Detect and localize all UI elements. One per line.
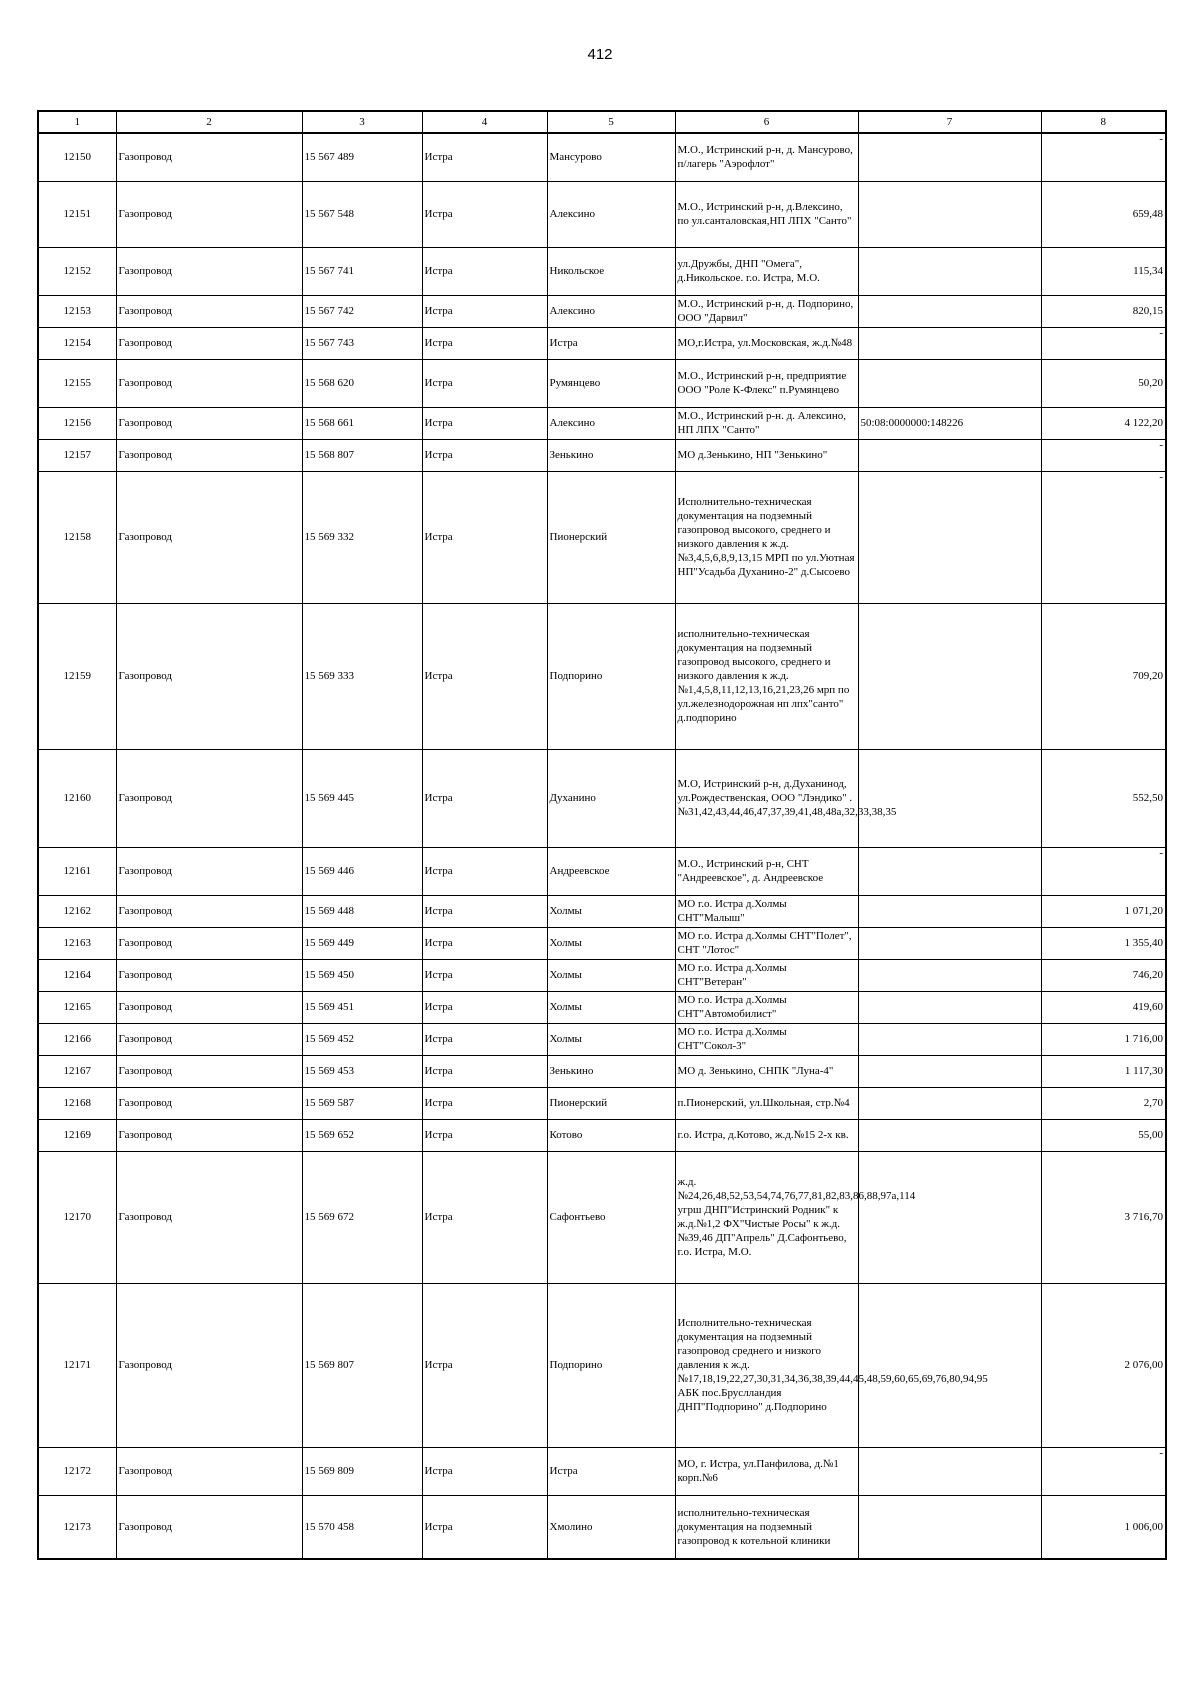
cell-row-id: 12153 [38,295,116,327]
table-row [38,991,1166,1023]
cell-address: Исполнительно-техническая документация на подземный газопровод высокого, среднего и низкого давления к ж.д.№3,4,5,6,8,9,13,15 МРП по ул.Уютная НП"Усадьба Духанино-2" д.Сысоево [675,471,858,603]
cell-object-code: 15 569 587 [302,1087,422,1119]
cell-locality: Подпорино [547,603,675,749]
cell-cadastral-number [858,1447,1041,1495]
cell-object-name: Газопровод [116,1119,302,1151]
cell-locality: Хмолино [547,1495,675,1559]
cell-locality: Пионерский [547,1087,675,1119]
cell-object-name: Газопровод [116,749,302,847]
cell-object-name: Газопровод [116,471,302,603]
cell-object-code: 15 567 548 [302,181,422,247]
table-row [38,603,1166,749]
cell-object-name: Газопровод [116,895,302,927]
cell-object-name: Газопровод [116,1447,302,1495]
table-row [38,439,1166,471]
cell-object-name: Газопровод [116,1495,302,1559]
cell-cadastral-number [858,471,1041,603]
cell-object-name: Газопровод [116,1151,302,1283]
cell-value: - [1041,1447,1166,1495]
cell-object-code: 15 567 742 [302,295,422,327]
cell-object-code: 15 569 446 [302,847,422,895]
cell-cadastral-number [858,295,1041,327]
cell-object-code: 15 568 807 [302,439,422,471]
register-table [37,110,1167,1560]
cell-value: 2,70 [1041,1087,1166,1119]
cell-cadastral-number [858,359,1041,407]
cell-object-name: Газопровод [116,959,302,991]
cell-value: 1 071,20 [1041,895,1166,927]
cell-address: п.Пионерский, ул.Школьная, стр.№4 [675,1087,858,1119]
cell-cadastral-number [858,927,1041,959]
cell-object-code: 15 568 661 [302,407,422,439]
table-row [38,181,1166,247]
cell-object-code: 15 569 445 [302,749,422,847]
column-header: 3 [302,111,422,133]
cell-locality: Холмы [547,959,675,991]
table-row [38,327,1166,359]
cell-object-name: Газопровод [116,295,302,327]
cell-cadastral-number [858,603,1041,749]
cell-district: Истра [422,1055,547,1087]
table-row [38,1447,1166,1495]
cell-object-code: 15 567 743 [302,327,422,359]
cell-district: Истра [422,471,547,603]
cell-district: Истра [422,181,547,247]
cell-cadastral-number [858,991,1041,1023]
cell-row-id: 12173 [38,1495,116,1559]
cell-object-name: Газопровод [116,1023,302,1055]
cell-address: М.О., Истринский р-н, д. Мансурово, п/лагерь "Аэрофлот" [675,133,858,181]
cell-cadastral-number [858,181,1041,247]
cell-address: МО г.о. Истра д.Холмы СНТ"Малыш" [675,895,858,927]
cell-value: 419,60 [1041,991,1166,1023]
cell-cadastral-number [858,1087,1041,1119]
cell-object-name: Газопровод [116,181,302,247]
cell-district: Истра [422,133,547,181]
cell-row-id: 12167 [38,1055,116,1087]
cell-district: Истра [422,959,547,991]
cell-cadastral-number [858,1151,1041,1283]
cell-object-code: 15 569 809 [302,1447,422,1495]
column-header: 1 [38,111,116,133]
table-row [38,1283,1166,1447]
cell-cadastral-number [858,133,1041,181]
cell-address: МО, г. Истра, ул.Панфилова, д.№1 корп.№6 [675,1447,858,1495]
cell-value: 50,20 [1041,359,1166,407]
cell-value: 115,34 [1041,247,1166,295]
cell-locality: Духанино [547,749,675,847]
cell-address: МО г.о. Истра д.Холмы СНТ"Ветеран" [675,959,858,991]
cell-row-id: 12160 [38,749,116,847]
cell-cadastral-number [858,327,1041,359]
cell-object-code: 15 568 620 [302,359,422,407]
cell-district: Истра [422,327,547,359]
cell-row-id: 12172 [38,1447,116,1495]
cell-cadastral-number [858,1495,1041,1559]
header-row [38,111,1166,133]
cell-object-name: Газопровод [116,1087,302,1119]
cell-row-id: 12151 [38,181,116,247]
cell-district: Истра [422,991,547,1023]
cell-value: 1 117,30 [1041,1055,1166,1087]
cell-address: МО г.о. Истра д.Холмы СНТ"Полет", СНТ "Лотос" [675,927,858,959]
cell-value: - [1041,327,1166,359]
column-header: 8 [1041,111,1166,133]
cell-value: 1 716,00 [1041,1023,1166,1055]
cell-locality: Зенькино [547,439,675,471]
cell-row-id: 12164 [38,959,116,991]
cell-locality: Холмы [547,895,675,927]
cell-row-id: 12150 [38,133,116,181]
cell-address: МО г.о. Истра д.Холмы СНТ"Сокол-3" [675,1023,858,1055]
cell-address: исполнительно-техническая документация на подземный газопровод к котельной клиники [675,1495,858,1559]
cell-value: 1 006,00 [1041,1495,1166,1559]
cell-object-name: Газопровод [116,327,302,359]
cell-row-id: 12165 [38,991,116,1023]
cell-locality: Холмы [547,927,675,959]
cell-object-name: Газопровод [116,359,302,407]
cell-district: Истра [422,927,547,959]
cell-value: - [1041,439,1166,471]
cell-address: М.О., Истринский р-н, д. Подпорино, ООО "Дарвил" [675,295,858,327]
cell-value: 55,00 [1041,1119,1166,1151]
cell-object-code: 15 569 332 [302,471,422,603]
cell-district: Истра [422,1283,547,1447]
cell-locality: Румянцево [547,359,675,407]
cell-value: - [1041,847,1166,895]
cell-object-code: 15 569 449 [302,927,422,959]
cell-row-id: 12161 [38,847,116,895]
cell-value: 820,15 [1041,295,1166,327]
cell-locality: Мансурово [547,133,675,181]
column-header: 7 [858,111,1041,133]
cell-locality: Андреевское [547,847,675,895]
cell-object-code: 15 569 451 [302,991,422,1023]
cell-value: 659,48 [1041,181,1166,247]
cell-cadastral-number [858,895,1041,927]
cell-value: 746,20 [1041,959,1166,991]
cell-district: Истра [422,1495,547,1559]
cell-locality: Истра [547,1447,675,1495]
table-row [38,295,1166,327]
cell-district: Истра [422,603,547,749]
cell-locality: Алексино [547,181,675,247]
cell-object-name: Газопровод [116,1055,302,1087]
page-number: 412 [587,46,613,63]
cell-district: Истра [422,1023,547,1055]
cell-object-code: 15 569 452 [302,1023,422,1055]
cell-object-code: 15 569 453 [302,1055,422,1087]
cell-address: МО д.Зенькино, НП "Зенькино" [675,439,858,471]
cell-locality: Подпорино [547,1283,675,1447]
cell-address: ж.д.№24,26,48,52,53,54,74,76,77,81,82,83,86,88,97а,114 угрш ДНП"Истринский Родник" к ж.д.№1,2 ФХ"Чистые Росы" к ж.д.№39,46 ДП"Апрель" Д.Сафонтьево, г.о. Истра, М.О. [675,1151,858,1283]
table-row [38,959,1166,991]
cell-address: М.О., Истринский р-н, СНТ "Андреевское", д. Андреевское [675,847,858,895]
cell-object-code: 15 569 652 [302,1119,422,1151]
cell-value: 552,50 [1041,749,1166,847]
cell-address: Исполнительно-техническая документация на подземный газопровод среднего и низкого давления к ж.д.№17,18,19,22,27,30,31,34,36,38,39,44,45,48,59,60,65,69,76,80,94,95 АБК пос.Бруслландия ДНП"Подпорино" д.Подпорино [675,1283,858,1447]
cell-district: Истра [422,1119,547,1151]
cell-locality: Котово [547,1119,675,1151]
cell-district: Истра [422,749,547,847]
table-row [38,1119,1166,1151]
cell-object-code: 15 569 672 [302,1151,422,1283]
cell-cadastral-number [858,847,1041,895]
cell-row-id: 12162 [38,895,116,927]
cell-row-id: 12166 [38,1023,116,1055]
cell-locality: Холмы [547,1023,675,1055]
cell-locality: Истра [547,327,675,359]
cell-object-name: Газопровод [116,407,302,439]
table-row [38,1055,1166,1087]
cell-value: 1 355,40 [1041,927,1166,959]
column-header: 6 [675,111,858,133]
cell-value: 4 122,20 [1041,407,1166,439]
table-row [38,927,1166,959]
register-body [38,133,1166,1559]
cell-cadastral-number [858,959,1041,991]
cell-locality: Сафонтьево [547,1151,675,1283]
table-row [38,1087,1166,1119]
cell-object-name: Газопровод [116,133,302,181]
cell-district: Истра [422,1151,547,1283]
cell-address: исполнительно-техническая документация на подземный газопровод высокого, среднего и низкого давления к ж.д.№1,4,5,8,11,12,13,16,21,23,26 мрп по ул.железнодорожная нп лпх"санто" д.подпорино [675,603,858,749]
cell-value: 2 076,00 [1041,1283,1166,1447]
cell-address: М.О., Истринский р-н. д. Алексино, НП ЛПХ "Санто" [675,407,858,439]
cell-district: Истра [422,1087,547,1119]
cell-row-id: 12154 [38,327,116,359]
cell-address: МО,г.Истра, ул.Московская, ж.д.№48 [675,327,858,359]
cell-value: 3 716,70 [1041,1151,1166,1283]
table-row [38,1495,1166,1559]
cell-row-id: 12156 [38,407,116,439]
cell-object-code: 15 567 489 [302,133,422,181]
cell-object-name: Газопровод [116,927,302,959]
cell-locality: Алексино [547,407,675,439]
cell-object-name: Газопровод [116,603,302,749]
cell-object-name: Газопровод [116,439,302,471]
cell-row-id: 12152 [38,247,116,295]
cell-object-code: 15 569 807 [302,1283,422,1447]
table-row [38,407,1166,439]
cell-row-id: 12171 [38,1283,116,1447]
table-row [38,471,1166,603]
table-row [38,133,1166,181]
cell-cadastral-number [858,749,1041,847]
column-header: 5 [547,111,675,133]
cell-address: МО г.о. Истра д.Холмы СНТ"Автомобилист" [675,991,858,1023]
cell-cadastral-number [858,1023,1041,1055]
cell-object-name: Газопровод [116,847,302,895]
cell-row-id: 12168 [38,1087,116,1119]
cell-cadastral-number [858,1283,1041,1447]
table-row [38,359,1166,407]
cell-object-code: 15 569 450 [302,959,422,991]
cell-cadastral-number: 50:08:0000000:148226 [858,407,1041,439]
cell-value: 709,20 [1041,603,1166,749]
cell-district: Истра [422,895,547,927]
table-row [38,1151,1166,1283]
cell-value: - [1041,133,1166,181]
cell-district: Истра [422,407,547,439]
cell-address: ул.Дружбы, ДНП "Омега", д.Никольское. г.о. Истра, М.О. [675,247,858,295]
cell-district: Истра [422,247,547,295]
cell-object-name: Газопровод [116,1283,302,1447]
cell-locality: Холмы [547,991,675,1023]
cell-locality: Пионерский [547,471,675,603]
cell-object-name: Газопровод [116,247,302,295]
cell-district: Истра [422,847,547,895]
cell-address: М.О., Истринский р-н, предприятие ООО "Роле К-Флекс" п.Румянцево [675,359,858,407]
cell-district: Истра [422,1447,547,1495]
cell-locality: Зенькино [547,1055,675,1087]
table-row [38,895,1166,927]
cell-address: М.О, Истринский р-н, д.Духанинод, ул.Рождественская, ООО "Лэндико" . №31,42,43,44,46,47,37,39,41,48,48а,32,33,38,35 [675,749,858,847]
cell-row-id: 12158 [38,471,116,603]
cell-address: г.о. Истра, д.Котово, ж.д.№15 2-х кв. [675,1119,858,1151]
cell-row-id: 12170 [38,1151,116,1283]
cell-locality: Никольское [547,247,675,295]
cell-row-id: 12159 [38,603,116,749]
cell-address: МО д. Зенькино, СНПК "Луна-4" [675,1055,858,1087]
cell-district: Истра [422,295,547,327]
cell-cadastral-number [858,1119,1041,1151]
cell-locality: Алексино [547,295,675,327]
cell-object-code: 15 567 741 [302,247,422,295]
table-row [38,847,1166,895]
cell-district: Истра [422,439,547,471]
cell-row-id: 12163 [38,927,116,959]
cell-object-name: Газопровод [116,991,302,1023]
cell-object-code: 15 569 448 [302,895,422,927]
cell-object-code: 15 569 333 [302,603,422,749]
cell-object-code: 15 570 458 [302,1495,422,1559]
column-header: 4 [422,111,547,133]
cell-row-id: 12155 [38,359,116,407]
cell-cadastral-number [858,1055,1041,1087]
column-header: 2 [116,111,302,133]
table-row [38,1023,1166,1055]
cell-value: - [1041,471,1166,603]
cell-address: М.О., Истринский р-н, д.Влексино, по ул.санталовская,НП ЛПХ "Санто" [675,181,858,247]
cell-district: Истра [422,359,547,407]
cell-row-id: 12169 [38,1119,116,1151]
table-row [38,749,1166,847]
cell-row-id: 12157 [38,439,116,471]
cell-cadastral-number [858,247,1041,295]
table-row [38,247,1166,295]
cell-cadastral-number [858,439,1041,471]
